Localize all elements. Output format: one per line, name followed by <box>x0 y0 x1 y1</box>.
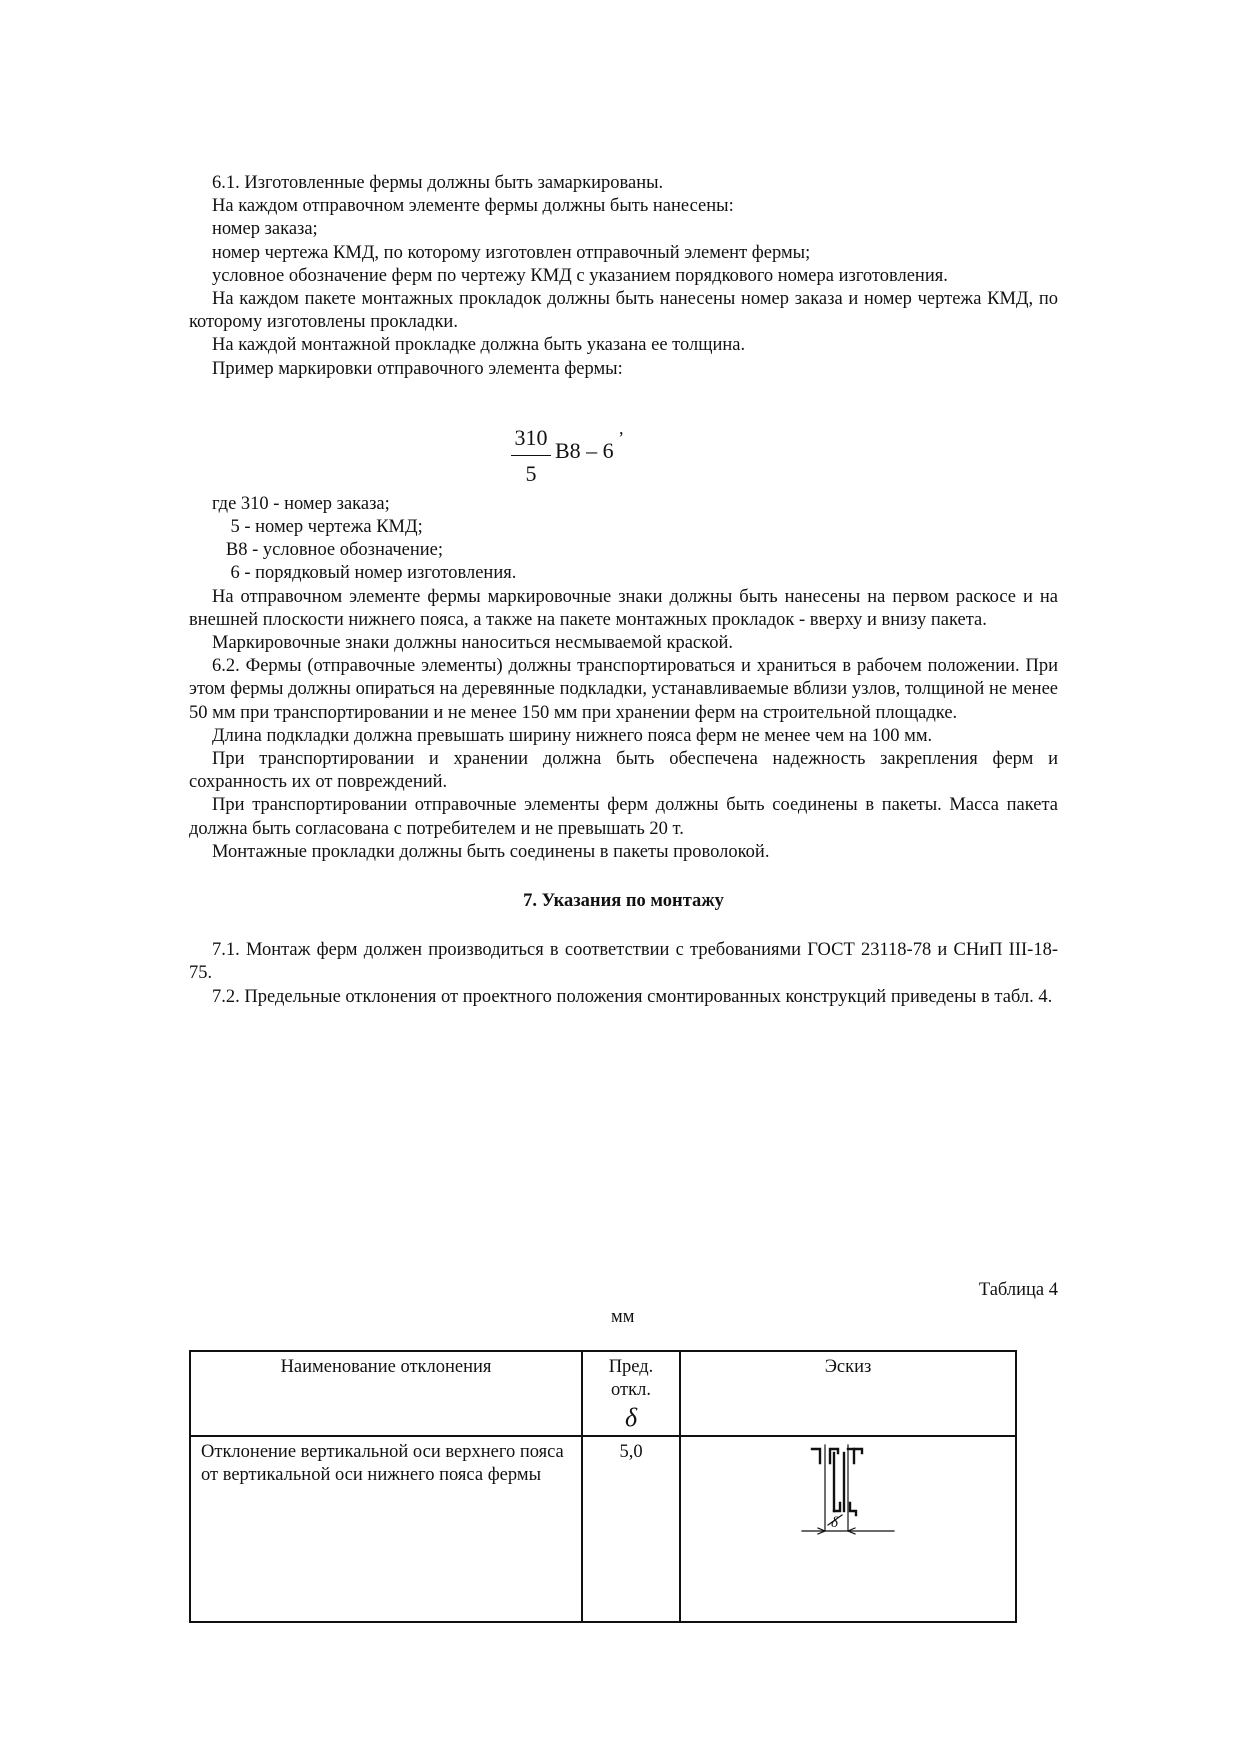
header-sketch: Эскиз <box>680 1351 1016 1436</box>
paragraph: 7.1. Монтаж ферм должен производиться в соответствии с требованиями ГОСТ 23118-78 и СНиП III-18-75. <box>189 940 1058 984</box>
legend-line: 5 - номер чертежа КМД; <box>212 517 423 538</box>
legend-line: 6 - порядковый номер изготовления. <box>212 563 517 584</box>
header-name: Наименование отклонения <box>190 1351 582 1436</box>
formula-mark: , <box>619 417 624 438</box>
formula-denominator: 5 <box>525 460 537 486</box>
paragraph: Пример маркировки отправочного элемента фермы: <box>212 358 623 379</box>
paragraph: 7.2. Предельные отклонения от проектного положения смонтированных конструкций приведены в табл. 4. <box>212 986 1053 1007</box>
truss-sketch-image <box>798 1441 898 1545</box>
section-heading: 7. Указания по монтажу <box>523 891 724 912</box>
paragraph: номер чертежа КМД, по которому изготовлен отправочный элемент фермы; <box>212 242 811 263</box>
paragraph: При транспортировании и хранении должна быть обеспечена надежность закрепления ферм и сохранность их от повреждений. <box>189 749 1058 793</box>
paragraph: Маркировочные знаки должны наноситься несмываемой краской. <box>212 633 733 654</box>
deviation-value: 5,0 <box>582 1436 680 1622</box>
delta-symbol: δ <box>624 1403 638 1432</box>
paragraph: 6.1. Изготовленные фермы должны быть замаркированы. <box>212 173 664 193</box>
table-header-row <box>190 1351 1016 1436</box>
paragraph: На каждом отправочном элементе фермы должны быть нанесены: <box>212 196 734 217</box>
paragraph: номер заказа; <box>212 219 318 240</box>
deviation-table <box>189 1350 1017 1623</box>
formula-fraction <box>511 425 551 487</box>
header-limit-label: Пред. откл. <box>608 1357 654 1400</box>
table-row <box>190 1436 1016 1622</box>
table-unit: мм <box>611 1307 635 1327</box>
formula-legend <box>189 493 1058 586</box>
formula-numerator: 310 <box>514 424 548 450</box>
table-caption: Таблица 4 <box>978 1280 1058 1300</box>
document-body <box>189 172 1058 1009</box>
paragraph: 6.2. Фермы (отправочные элементы) должны транспортироваться и храниться в рабочем положении. При этом фермы должны опираться на деревянные подкладки, устанавливаемые вблизи узлов, толщиной не менее 50 мм при транспортировании и не менее 150 мм при хранении ферм на строительной площадке. <box>189 656 1058 723</box>
paragraph: Монтажные прокладки должны быть соединены в пакеты проволокой. <box>212 841 770 862</box>
sketch-label: δ <box>831 1515 838 1531</box>
paragraph: На каждом пакете монтажных прокладок должны быть нанесены номер заказа и номер чертежа КМД, по которому изготовлены прокладки. <box>189 289 1058 333</box>
formula-main: В8 – 6 <box>555 437 614 463</box>
paragraph: условное обозначение ферм по чертежу КМД с указанием порядкового номера изготовления. <box>212 265 948 286</box>
paragraph: На каждой монтажной прокладке должна быть указана ее толщина. <box>212 335 746 356</box>
marking-formula <box>189 381 1058 493</box>
paragraph: При транспортировании отправочные элементы ферм должны быть соединены в пакеты. Масса пакета должна быть согласована с потребителем и не превышать 20 т. <box>189 795 1058 839</box>
deviation-name: Отклонение вертикальной оси верхнего пояса от вертикальной оси нижнего пояса фермы <box>190 1436 582 1622</box>
paragraph: Длина подкладки должна превышать ширину нижнего пояса ферм не менее чем на 100 мм. <box>212 725 933 746</box>
sketch-cell <box>680 1436 1016 1622</box>
legend-line: В8 - условное обозначение; <box>212 540 444 561</box>
header-limit <box>582 1351 680 1436</box>
legend-line: где 310 - номер заказа; <box>212 493 390 514</box>
paragraph: На отправочном элементе фермы маркировочные знаки должны быть нанесены на первом раскосе и на внешней плоскости нижнего пояса, а также на пакете монтажных прокладок - вверху и внизу пакета. <box>189 586 1058 630</box>
fraction-bar <box>511 455 551 456</box>
